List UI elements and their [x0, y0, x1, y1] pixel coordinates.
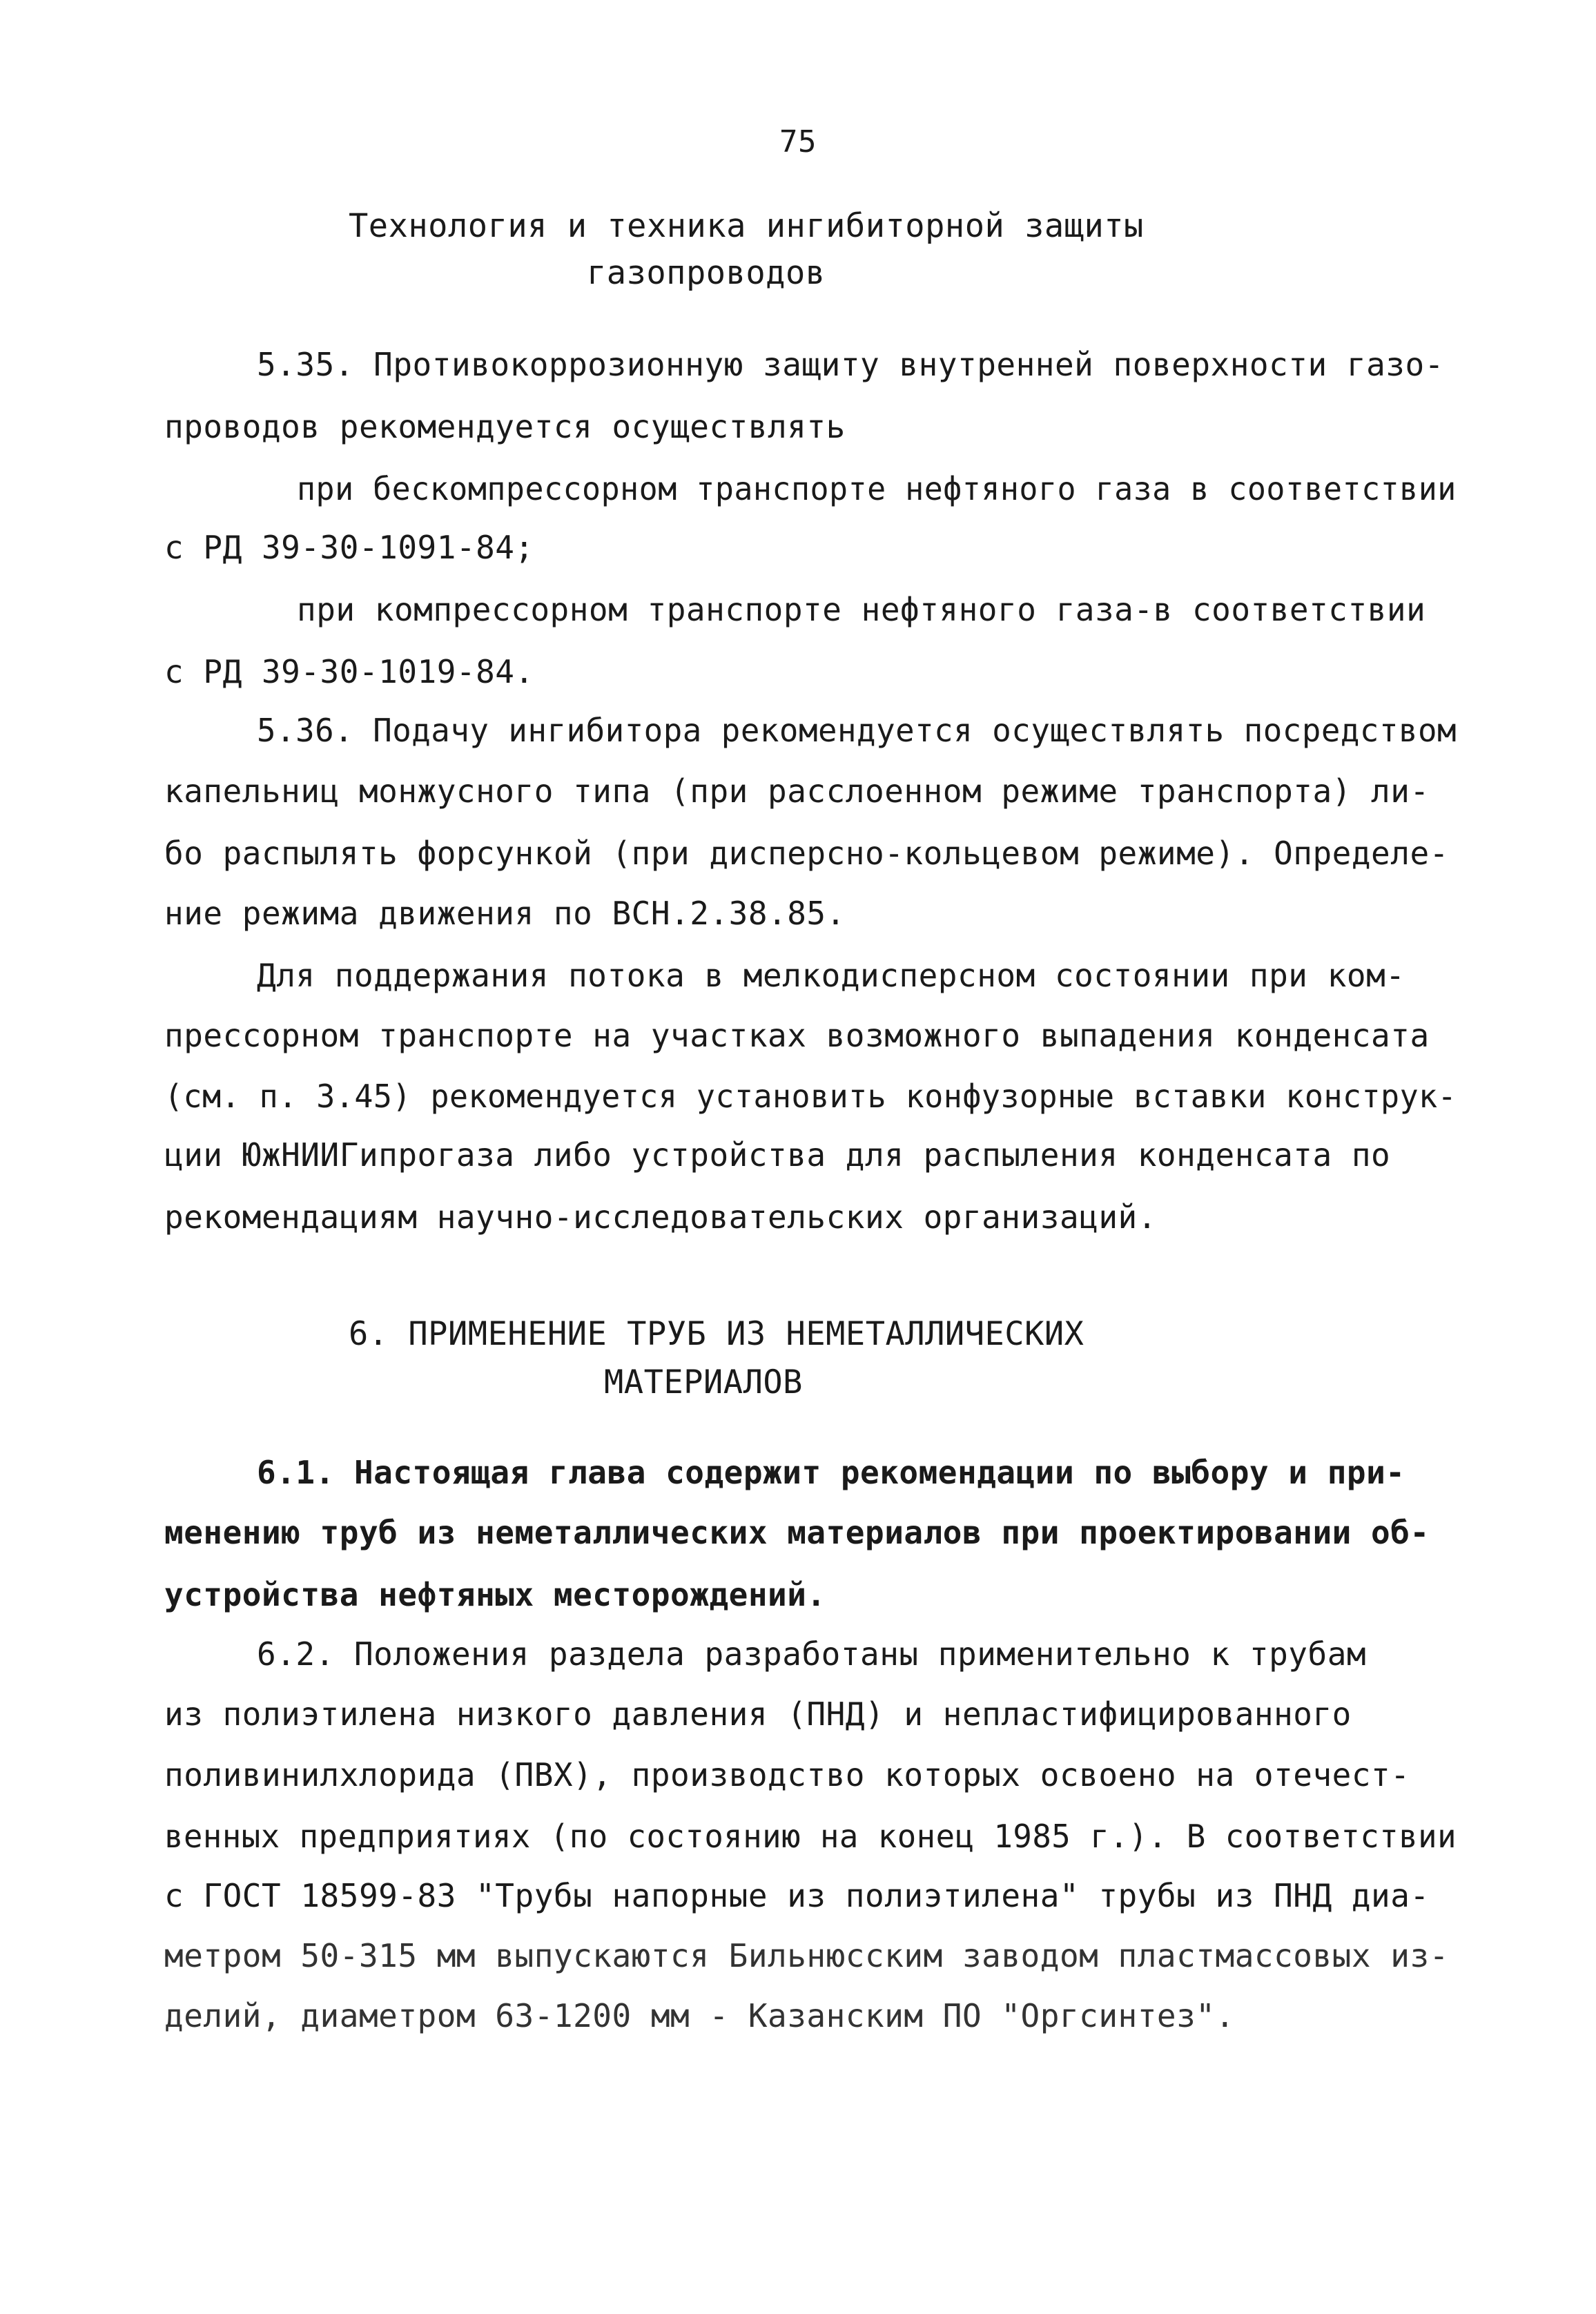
paragraph-5-36-line4: ние режима движения по ВСН.2.38.85.	[164, 895, 846, 932]
paragraph-support-line2: прессорном транспорте на участках возможного выпадения конденсата	[164, 1017, 1430, 1054]
paragraph-6-2-line2: из полиэтилена низкого давления (ПНД) и непластифицированного	[164, 1695, 1352, 1733]
paragraph-6-2-line1: 6.2. Положения раздела разработаны применительно к трубам	[257, 1635, 1367, 1673]
chapter-6-title-line2: МАТЕРИАЛОВ	[604, 1363, 803, 1401]
paragraph-6-2-line3: поливинилхлорида (ПВХ), производство которых освоено на отечест-	[164, 1756, 1410, 1793]
paragraph-5-35-line1: 5.35. Противокоррозионную защиту внутренней поверхности газо-	[257, 346, 1444, 383]
paragraph-5-35-line2: проводов рекомендуется осуществлять	[164, 408, 846, 445]
paragraph-support-line5: рекомендациям научно-исследовательских организаций.	[164, 1198, 1157, 1236]
paragraph-6-1-line1: 6.1. Настоящая глава содержит рекомендации по выбору и при-	[257, 1454, 1405, 1491]
section-title-line2: газопроводов	[587, 254, 826, 292]
paragraph-6-2-line4: венных предприятиях (по состоянию на конец 1985 г.). В соответствии	[164, 1818, 1457, 1855]
paragraph-support-line3: (см. п. 3.45) рекомендуется установить конфузорные вставки конструк-	[164, 1078, 1457, 1115]
paragraph-6-2-line7: делий, диаметром 63-1200 мм - Казанским ПО "Оргсинтез".	[164, 1997, 1235, 2034]
paragraph-5-36-line1: 5.36. Подачу ингибитора рекомендуется осуществлять посредством	[257, 712, 1457, 749]
paragraph-5-35-line3: при бескомпрессорном транспорте нефтяного газа в соответствии	[297, 470, 1457, 507]
section-title-line1: Технология и техника ингибиторной защиты	[349, 207, 1144, 245]
paragraph-5-36-line3: бо распылять форсункой (при дисперсно-кольцевом режиме). Определе-	[164, 835, 1449, 872]
paragraph-support-line1: Для поддержания потока в мелкодисперсном состоянии при ком-	[257, 957, 1405, 994]
paragraph-6-1-line3: устройства нефтяных месторождений.	[164, 1576, 826, 1613]
paragraph-6-1-line2: менению труб из неметаллических материалов при проектировании об-	[164, 1514, 1430, 1551]
paragraph-5-35-line4: с РД 39-30-1091-84;	[164, 529, 534, 566]
paragraph-5-35-line6: с РД 39-30-1019-84.	[164, 653, 534, 690]
paragraph-support-line4: ции ЮжНИИГипрогаза либо устройства для распыления конденсата по	[164, 1136, 1391, 1174]
paragraph-6-2-line5: с ГОСТ 18599-83 "Трубы напорные из полиэтилена" трубы из ПНД диа-	[164, 1877, 1430, 1914]
paragraph-5-36-line2: капельниц монжусного типа (при расслоенном режиме транспорта) ли-	[164, 772, 1430, 810]
chapter-6-title-line1: 6. ПРИМЕНЕНИЕ ТРУБ ИЗ НЕМЕТАЛЛИЧЕСКИХ	[349, 1315, 1084, 1353]
paragraph-6-2-line6: метром 50-315 мм выпускаются Бильнюсским заводом пластмассовых из-	[164, 1937, 1449, 1974]
paragraph-5-35-line5: при компрессорном транспорте нефтяного газа-в соответствии	[297, 591, 1426, 628]
page-number: 75	[779, 124, 817, 159]
